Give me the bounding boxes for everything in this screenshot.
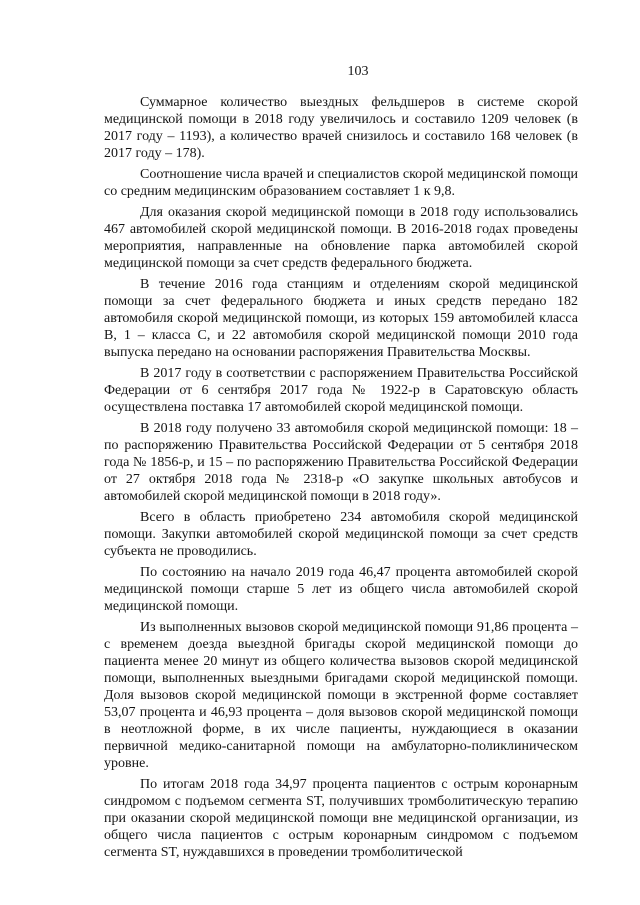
paragraph: Суммарное количество выездных фельдшеров в системе скорой медицинской помощи в 2018 году увеличилось и составило 1209 человек (в 2017 году – 1193), а количество врачей снизилось и составило 168 человек (в 2017 году – 178). (104, 95, 578, 161)
paragraph: В течение 2016 года станциям и отделениям скорой медицинской помощи за счет федерального бюджета и иных средств передано 182 автомобиля скорой медицинской помощи, из которых 159 автомобилей класса В, 1 – класса С, и 22 автомобиля скорой медицинской помощи 2010 года выпуска передано на основании распоряжения Правительства Москвы. (104, 277, 578, 360)
body-text (104, 94, 578, 865)
page-number: 103 (347, 64, 369, 79)
paragraph: Для оказания скорой медицинской помощи в 2018 году использовались 467 автомобилей скорой медицинской помощи. В 2016-2018 годах проведены мероприятия, направленные на обновление парка автомобилей скорой медицинской помощи за счет средств федерального бюджета. (104, 205, 578, 271)
paragraph: По итогам 2018 года 34,97 процента пациентов с острым коронарным синдромом с подъемом сегмента ST, получивших тромболитическую терапию при оказании скорой медицинской помощи вне медицинской организации, из общего числа пациентов с острым коронарным синдромом с подъемом сегмента ST, нуждавшихся в проведении тромболитической (104, 777, 578, 860)
paragraph: Из выполненных вызовов скорой медицинской помощи 91,86 процента – с временем доезда выездной бригады скорой медицинской помощи до пациента менее 20 минут из общего количества вызовов скорой медицинской помощи, выполненных выездными бригадами скорой медицинской помощи. Доля вызовов скорой медицинской помощи в экстренной форме составляет 53,07 процента и 46,93 процента – доля вызовов скорой медицинской помощи в неотложной форме, в их числе пациенты, нуждающиеся в оказании первичной медико-санитарной помощи на амбулаторно-поликлиническом уровне. (104, 620, 578, 771)
paragraph: В 2017 году в соответствии с распоряжением Правительства Российской Федерации от 6 сентября 2017 года № 1922-р в Саратовскую область осуществлена поставка 17 автомобилей скорой медицинской помощи. (104, 366, 578, 415)
paragraph: По состоянию на начало 2019 года 46,47 процента автомобилей скорой медицинской помощи старше 5 лет из общего числа автомобилей скорой медицинской помощи. (104, 565, 578, 614)
paragraph: В 2018 году получено 33 автомобиля скорой медицинской помощи: 18 – по распоряжению Правительства Российской Федерации от 5 сентября 2018 года № 1856-р, и 15 – по распоряжению Правительства Российской Федерации от 27 октября 2018 года № 2318-р «О закупке школьных автобусов и автомобилей скорой медицинской помощи в 2018 году». (104, 421, 578, 504)
paragraph: Всего в область приобретено 234 автомобиля скорой медицинской помощи. Закупки автомобилей скорой медицинской помощи за счет средств субъекта не проводились. (104, 510, 578, 559)
paragraph: Соотношение числа врачей и специалистов скорой медицинской помощи со средним медицинским образованием составляет 1 к 9,8. (104, 167, 578, 199)
